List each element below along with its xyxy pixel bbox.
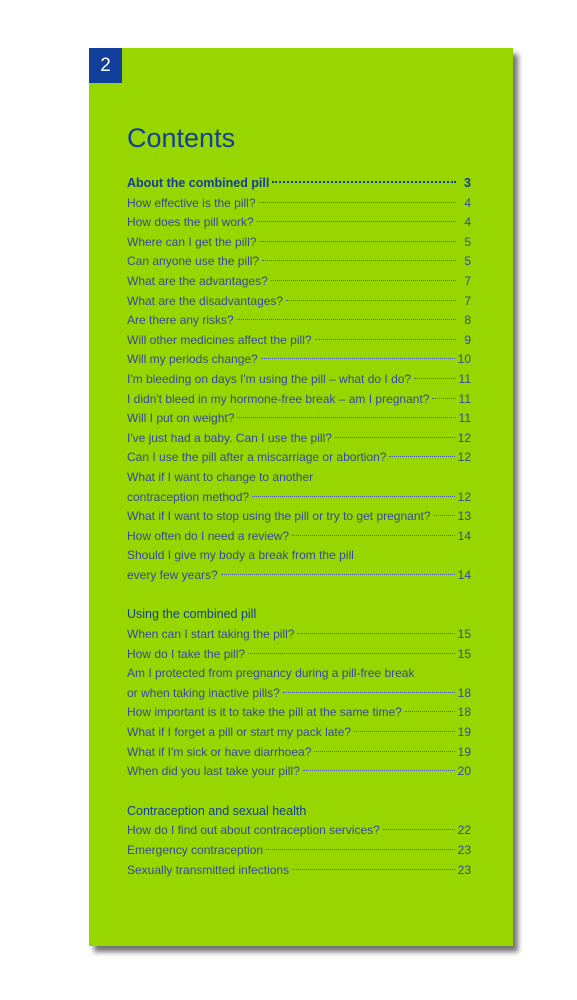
toc-section-heading[interactable] [127, 605, 471, 625]
toc-entry-page-number: 12 [457, 489, 471, 504]
toc-entry[interactable] [127, 861, 471, 881]
toc-entry[interactable] [127, 821, 471, 841]
toc-entry[interactable] [127, 841, 471, 861]
toc-entry[interactable] [127, 448, 471, 468]
toc-entry-label: What are the disadvantages? [127, 293, 284, 308]
dot-leader [432, 398, 455, 399]
dot-leader [292, 535, 455, 536]
toc-entry-label: every few years? [127, 567, 218, 582]
toc-entry[interactable] [127, 390, 471, 410]
toc-entry[interactable] [127, 350, 471, 370]
toc-entry[interactable] [127, 645, 471, 665]
toc-entry-label: Sexually transmitted infections [127, 862, 290, 877]
toc-entry-page-number: 8 [464, 313, 471, 328]
toc-entry-page-number: 11 [458, 371, 471, 386]
toc-entry-page-number: 14 [457, 567, 471, 582]
section-spacer [127, 585, 471, 605]
toc-entry-label: Where can I get the pill? [127, 234, 257, 249]
toc-entry[interactable] [127, 311, 471, 331]
dot-leader [237, 319, 456, 320]
toc-entry[interactable] [127, 527, 471, 547]
toc-entry-page-number: 7 [464, 273, 471, 288]
contents-title: Contents [127, 123, 236, 153]
dot-leader [283, 692, 455, 693]
table-of-contents [127, 174, 471, 880]
toc-entry-label: Will I put on weight? [127, 411, 235, 426]
dot-leader [259, 241, 456, 242]
dot-leader [259, 202, 456, 203]
toc-section-heading[interactable] [127, 174, 471, 194]
dot-leader [315, 339, 456, 340]
toc-entry[interactable] [127, 566, 471, 586]
toc-entry-label: How do I find out about contraception services? [127, 823, 380, 838]
toc-entry-label: What if I forget a pill or start my pack late? [127, 725, 352, 740]
dot-leader [262, 260, 456, 261]
toc-entry-page-number: 5 [464, 234, 471, 249]
toc-entry-label: I've just had a baby. Can I use the pill? [127, 430, 332, 445]
toc-entry-page-number: 18 [457, 685, 471, 700]
dot-leader [292, 869, 455, 870]
toc-entry-page-number: 12 [457, 450, 471, 465]
toc-entry-page-number: 15 [457, 627, 471, 642]
toc-entry[interactable] [127, 507, 471, 527]
toc-entry[interactable] [127, 429, 471, 449]
toc-entry-page-number: 10 [457, 352, 471, 367]
toc-entry[interactable] [127, 703, 471, 723]
toc-entry-label: Can anyone use the pill? [127, 254, 260, 269]
toc-section-heading[interactable] [127, 802, 471, 822]
dot-leader [248, 653, 455, 654]
dot-leader [257, 221, 456, 222]
toc-entry-label: Will my periods change? [127, 352, 258, 367]
toc-entry[interactable] [127, 723, 471, 743]
dot-leader [389, 456, 454, 457]
toc-entry-label: How important is it to take the pill at the same time? [127, 705, 402, 720]
dot-leader [405, 711, 455, 712]
toc-entry-page-number: 23 [457, 843, 471, 857]
toc-entry[interactable] [127, 625, 471, 645]
booklet-page [89, 48, 513, 946]
dot-leader [286, 300, 456, 301]
toc-entry[interactable] [127, 292, 471, 312]
toc-entry-label: How often do I need a review? [127, 528, 290, 543]
toc-entry-page-number: 14 [457, 528, 471, 543]
toc-entry-page-number: 23 [457, 862, 471, 877]
toc-entry[interactable] [127, 743, 471, 763]
toc-entry[interactable] [127, 213, 471, 233]
toc-entry-label: Emergency contraception [127, 843, 264, 857]
dot-leader [354, 731, 455, 732]
dot-leader [252, 496, 455, 497]
toc-section-heading-label: Using the combined pill [127, 607, 257, 622]
toc-entry-label: How effective is the pill? [127, 195, 256, 210]
dot-leader [414, 378, 455, 379]
toc-entry-page-number: 9 [464, 332, 471, 347]
dot-leader [335, 437, 455, 438]
section-spacer [127, 782, 471, 802]
toc-entry[interactable] [127, 409, 471, 429]
dot-leader [221, 574, 455, 575]
toc-entry-page-number: 4 [464, 195, 471, 210]
toc-entry-page-number: 19 [457, 725, 471, 740]
toc-entry-label: Are there any risks? [127, 313, 234, 328]
toc-entry-page-number: 5 [464, 254, 471, 269]
toc-entry[interactable] [127, 233, 471, 253]
toc-entry-label: Will other medicines affect the pill? [127, 332, 312, 347]
dot-leader [314, 751, 454, 752]
dot-leader [271, 280, 456, 281]
toc-entry-label: I'm bleeding on days I'm using the pill – what do I do? [127, 371, 412, 386]
toc-entry[interactable] [127, 762, 471, 782]
toc-entry[interactable] [127, 331, 471, 351]
dot-leader [297, 633, 454, 634]
toc-entry-label: Can I use the pill after a miscarriage or abortion? [127, 450, 387, 465]
toc-section-heading-label: Contraception and sexual health [127, 803, 307, 818]
toc-entry[interactable] [127, 252, 471, 272]
toc-entry-page-number: 11 [458, 391, 471, 406]
toc-entry[interactable] [127, 684, 471, 704]
toc-entry[interactable] [127, 488, 471, 508]
dot-leader [383, 829, 455, 830]
toc-entry-label: I didn't bleed in my hormone-free break – am I pregnant? [127, 391, 430, 406]
toc-entry-label: What if I want to stop using the pill or try to get pregnant? [127, 509, 431, 524]
toc-entry-first-line[interactable]: Am I protected from pregnancy during a pill-free break [127, 666, 415, 681]
toc-entry-page-number: 18 [457, 705, 471, 720]
toc-entry-label: When can I start taking the pill? [127, 627, 295, 642]
toc-entry-page-number: 20 [457, 764, 471, 779]
toc-entry-page-number: 12 [457, 430, 471, 445]
page-number-badge: 2 [89, 48, 122, 83]
toc-entry-page-number: 13 [457, 509, 471, 524]
toc-section-heading-label: About the combined pill [127, 176, 270, 190]
toc-entry-label: contraception method? [127, 489, 250, 504]
toc-entry-page-number: 19 [457, 744, 471, 759]
toc-entry-label: What are the advantages? [127, 273, 268, 288]
toc-entry-first-line[interactable]: What if I want to change to another [127, 469, 314, 484]
dot-leader [434, 515, 455, 516]
toc-entry-page-number: 22 [457, 823, 471, 838]
toc-entry[interactable] [127, 194, 471, 214]
toc-entry-first-line[interactable]: Should I give my body a break from the pill [127, 548, 354, 563]
toc-entry-page-number: 4 [464, 215, 471, 230]
dot-leader [266, 849, 455, 850]
toc-entry-page-number: 15 [457, 646, 471, 661]
dot-leader [237, 417, 455, 418]
toc-entry-page-number: 7 [464, 293, 471, 308]
toc-entry-label: How does the pill work? [127, 215, 254, 230]
toc-entry-label: How do I take the pill? [127, 646, 246, 661]
toc-entry-label: When did you last take your pill? [127, 764, 300, 779]
toc-entry[interactable] [127, 272, 471, 292]
toc-entry-label: What if I'm sick or have diarrhoea? [127, 744, 312, 759]
toc-entry-label: or when taking inactive pills? [127, 685, 280, 700]
toc-entry-page-number: 11 [458, 411, 471, 426]
toc-section-page-number: 3 [464, 176, 471, 190]
dot-leader [303, 770, 455, 771]
dot-leader [272, 181, 456, 183]
toc-entry[interactable] [127, 370, 471, 390]
dot-leader [261, 358, 455, 359]
